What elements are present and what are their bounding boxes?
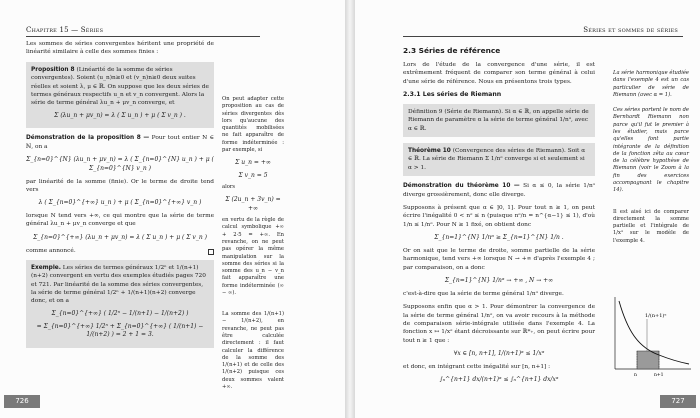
example-title: Exemple. [31,264,61,271]
margin-note2-right: Ces séries portent le nom de Bernhardt Riemann non parce qu'il fut le premier à les étudier, mais parce qu'elles font partie intégrante de la définition de la fonction zêta au cœur de la célèbre hypothèse de Riemann (voir le Zoom à la fin des exercices accompagnant le chapitre 14). [613,107,689,194]
proposition-title: Proposition 8 [31,66,75,73]
graph-tick-n: n [634,373,637,378]
example-formula2: = Σ_{n=0}^{+∞} 1/2ⁿ + Σ_{n=0}^{+∞} ( 1/(n+1) − 1/(n+2) ) = 2 + 1 = 3. [36,322,204,339]
demo-formula1-left: Σ_{n=0}^{N} (λu_n + μv_n) = λ ( Σ_{n=0}^{N} u_n ) + μ ( Σ_{n=0}^{N} v_n ) [26,156,214,172]
example-formula1: Σ_{n=0}^{+∞} ( 1/2ⁿ − 1/(n+1) − 1/(n+2) ) [51,309,189,317]
proposition-subtitle: (Linéarité de la somme de séries convergentes). [31,66,173,82]
proposition-formula: Σ (λu_n + μv_n) = λ ( Σ u_n ) + μ ( Σ v_n ) . [54,111,186,119]
margin-formula2-left: Σ v_n = 5 [238,171,268,179]
header-rule-left [26,36,260,37]
graph-tick-n1: n+1 [654,373,664,378]
section-intro: Lors de l'étude de la convergence d'une série, il est extrêmement fréquent de comparer son terme général à celui d'une série de référence. Nous en présentons trois types. [403,61,595,85]
demo-text3-left: lorsque N tend vers +∞, ce qui montre que la série de terme général λu_n + μv_n converge et que [26,213,214,228]
qed-square [208,249,214,255]
demo-text3-right: Or on sait que le terme de droite, somme partielle de la série harmonique, tend vers +∞ lorsque N → +∞ d'après l'exemple 4 ; par comparaison, on a donc [403,247,595,271]
demo-title-right: Démonstration du théorème 10 — [403,183,520,190]
proposition-text: Soient (u_n)n≥0 et (v_n)n≥0 deux suites réelles et soient λ, μ ∈ ℝ. On suppose que les deux séries de termes généraux respectifs u_n et v_n convergent. Alors la série de terme général λu_n + μv_n converge, et [31,75,209,107]
example-text: Les séries de termes généraux 1/2ⁿ et 1/(n+1)(n+2) convergent en vertu des exemples étudiés pages 720 et 721. Par linéarité de la somme des séries convergentes, la série de terme général 1/2ⁿ + 1/(n+1)(n+2) converge donc, et on a [31,264,206,305]
demo-end-left: comme annoncé. [26,247,76,254]
demo-text1-left: Pour tout entier N ∈ ℕ, on a [26,135,214,150]
definition-box [403,104,595,137]
demo-title-left: Démonstration de la proposition 8 — [26,135,150,142]
running-head-left: Chapitre 15 — Séries [26,26,104,34]
demo-text2-left: par linéarité de la somme (finie). Or le terme de droite tend vers [26,178,214,193]
margin-alors-left: alors [222,184,236,191]
theorem-title: Théorème 10 [408,148,451,155]
margin-note1-right: La série harmonique étudiée dans l'exemple 4 est un cas particulier de série de Riemann (avec α = 1). [613,70,689,98]
margin-formula1-left: Σ u_n = +∞ [235,159,271,167]
running-head-right: Séries et sommes de séries [583,26,678,34]
demo-formula2-right: Σ_{n=1}^{N} 1/nᵅ → +∞ , N → +∞ [444,277,554,285]
graph-label: 1/(n+1)ᵅ [645,313,667,319]
theorem-text: (Convergence des séries de Riemann). Soit α ∈ ℝ. La série de Riemann Σ 1/nᵅ converge si et seulement si α > 1. [408,148,586,171]
book-gutter [345,0,355,418]
margin-note3-left: La somme des 1/(n+1) − 1/(n+2), en revanche, ne peut pas être calculée directement : il faut calculer la différence de la somme des 1/(n+1) et de celle des 1/(n+2) puisque ces deux sommes valent +∞. [222,311,284,390]
example-box [26,260,214,348]
page-number-right: 727 [660,395,696,408]
margin-formula3-left: Σ (2u_n + 3v_n) = +∞ [225,196,281,212]
page-number-left: 726 [4,395,40,408]
margin-note3-right: Il est aisé ici de comparer directement la somme partielle et l'intégrale de 1/xᵅ sur le modèle de l'exemple 4. [613,208,689,244]
demo-text2-right: Supposons à présent que α ∈ ]0, 1]. Pour tout n ≥ 1, on peut écrire l'inégalité 0 < nᵅ ≤ n (puisque nᵅ/n = n^{α−1} ≤ 1), d'où 1/n ≤ 1/nᵅ. Pour N ≥ 1 fixé, on obtient donc [403,205,595,228]
demo-formula2-left: λ ( Σ_{n=0}^{+∞} u_n ) + μ ( Σ_{n=0}^{+∞} v_n ) [38,199,202,207]
margin-note2-left: en vertu de la règle de calcul symbolique +∞ + 2·5 = +∞. En revanche, on ne peut pas opérer la même manipulation sur la somme des séries si la somme des u_n − v_n fait apparaître une forme indéterminée (∞ − ∞). [222,217,284,296]
linearity-intro: Les sommes de séries convergentes héritent une propriété de linéarité similaire à celle des sommes finies : [26,41,214,56]
theorem-box [403,143,595,176]
demo-text1-right: Si α ≤ 0, la série 1/nᵅ diverge grossièrement, donc elle diverge. [403,183,596,198]
demo-text5-right: Supposons enfin que α > 1. Pour démontrer la convergence de la série de terme général 1/nᵅ, on va avoir recours à la méthode de comparaison série-intégrale utilisée dans l'exemple 4. La fonction x ↦ 1/xᵅ étant décroissante sur ℝ*₊, on peut écrire pour tout n ≥ 1 que : [403,304,595,344]
left-main-column [26,40,214,354]
demo-formula4-right: ∫ₙ^{n+1} dx/(n+1)ᵅ ≤ ∫ₙ^{n+1} dx/xᵅ [439,376,559,384]
margin-note1-left: On peut adapter cette proposition au cas de séries divergentes dès lors qu'aucune des quantités mobilisées ne fait apparaître de forme indéterminée : par exemple, si [222,96,284,153]
demo-formula3-right: ∀x ∈ [n, n+1], 1/(n+1)ᵅ ≤ 1/xᵅ [453,350,545,358]
left-margin-notes [222,96,284,396]
demo-text4-right: c'est-à-dire que la série de terme général 1/nᵅ diverge. [403,290,564,297]
right-page [355,0,700,418]
left-page [0,0,345,418]
header-rule-right [403,36,683,37]
section-title: 2.3 Séries de référence [403,46,501,55]
demo-formula3-left: Σ_{n=0}^{+∞} (λu_n + μv_n) = λ ( Σ u_n ) + μ ( Σ v_n ) [33,233,207,241]
integral-comparison-graph [607,295,693,379]
definition-text: Définition 9 (Série de Riemann). Si α ∈ ℝ, on appelle série de Riemann de paramètre α la série de terme général 1/nᵅ, avec α ∈ ℝ. [408,108,589,132]
right-margin-notes [613,70,689,250]
demo-formula1-right: Σ_{n=1}^{N} 1/nᵅ ≥ Σ_{n=1}^{N} 1/n . [434,234,564,242]
demo-text6-right: et donc, en intégrant cette inégalité sur [n, n+1] : [403,363,551,370]
right-main-column [403,46,595,389]
subsection-title: 2.3.1 Les séries de Riemann [403,90,502,98]
proposition-box [26,62,214,129]
